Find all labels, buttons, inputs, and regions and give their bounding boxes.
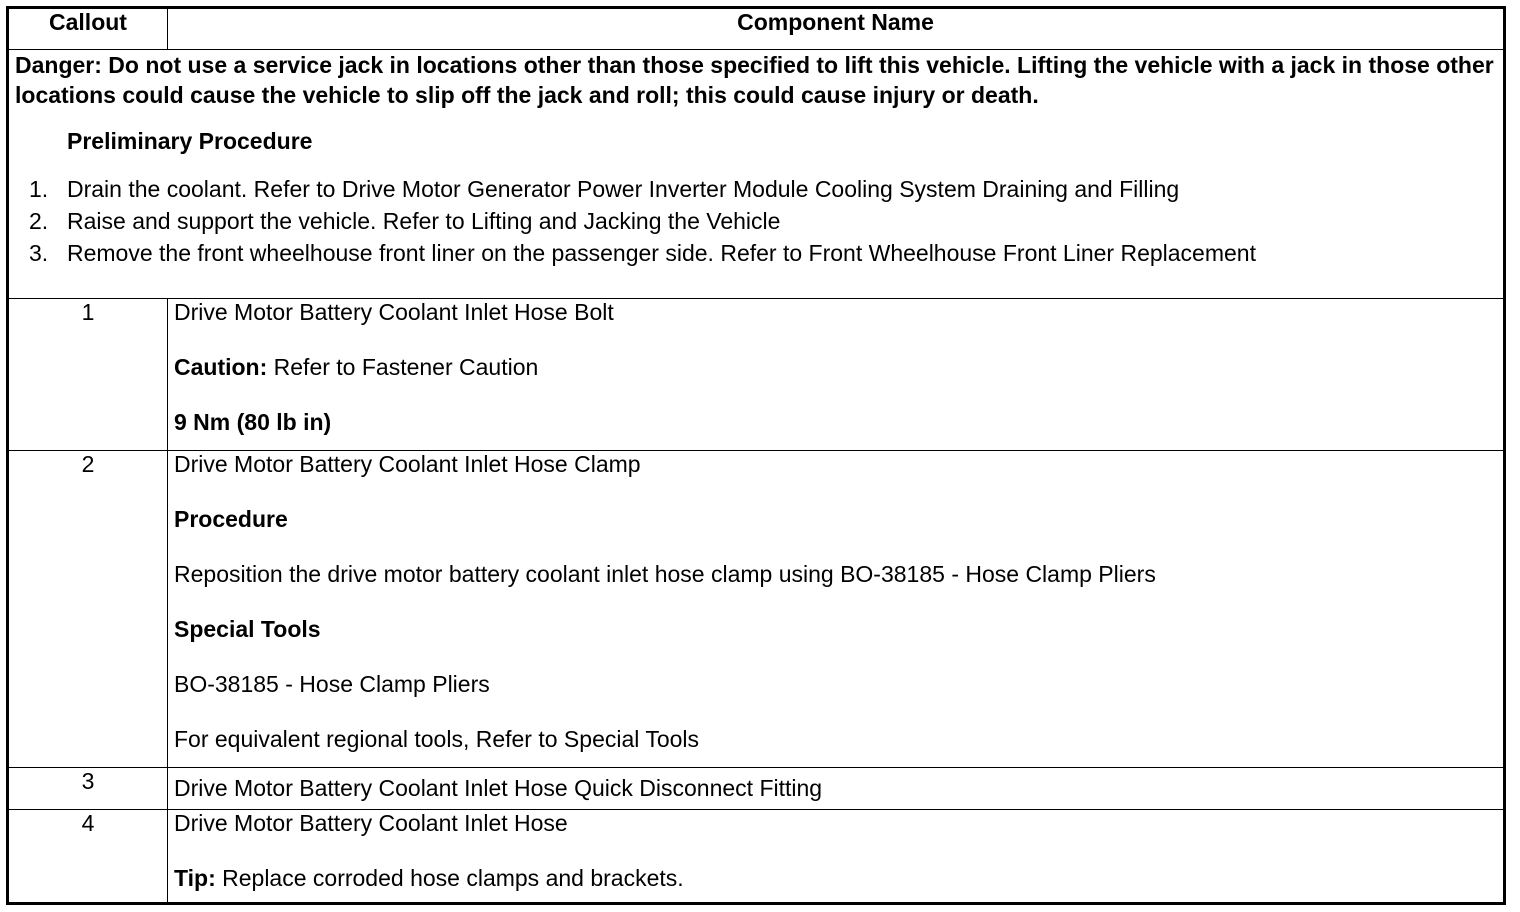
step-text: Drain the coolant. Refer to Drive Motor Generator Power Inverter Module Cooling System Draining and Filling [67, 176, 1180, 202]
procedure-text: Reposition the drive motor battery coolant inlet hose clamp using BO-38185 - Hose Clamp Pliers [174, 561, 1156, 587]
step-text: Remove the front wheelhouse front liner on the passenger side. Refer to Front Wheelhouse Front Liner Replacement [67, 240, 1256, 266]
callout-column-header: Callout [8, 8, 168, 50]
special-tools-title: Special Tools [174, 616, 321, 642]
step-number: 2. [29, 208, 49, 234]
tip-label: Tip: [174, 865, 216, 891]
component-cell [168, 810, 1505, 904]
step-number: 3. [29, 240, 49, 266]
danger-label: Danger: [15, 52, 102, 78]
component-cell [168, 299, 1505, 451]
component-name-column-header: Component Name [168, 8, 1505, 50]
table-row [8, 768, 1505, 810]
component-cell [168, 451, 1505, 768]
procedure-title: Procedure [174, 506, 288, 532]
callout-table [6, 6, 1506, 905]
table-row [8, 451, 1505, 768]
caution-note [174, 354, 1497, 381]
component-name: Drive Motor Battery Coolant Inlet Hose Quick Disconnect Fitting [174, 775, 823, 801]
callout-number: 4 [8, 810, 168, 904]
table-row [8, 810, 1505, 904]
callout-number: 3 [8, 768, 168, 810]
torque-spec: 9 Nm (80 lb in) [174, 409, 332, 435]
component-name: Drive Motor Battery Coolant Inlet Hose Clamp [174, 451, 641, 477]
component-name: Drive Motor Battery Coolant Inlet Hose [174, 810, 568, 836]
caution-text: Refer to Fastener Caution [273, 354, 539, 380]
step-item [15, 237, 1497, 269]
callout-number: 1 [8, 299, 168, 451]
callout-number: 2 [8, 451, 168, 768]
step-text: Raise and support the vehicle. Refer to Lifting and Jacking the Vehicle [67, 208, 781, 234]
step-number: 1. [29, 176, 49, 202]
preliminary-steps [15, 173, 1497, 269]
table-header-row [8, 8, 1505, 50]
component-cell [168, 768, 1505, 810]
danger-notice [15, 50, 1497, 110]
component-name: Drive Motor Battery Coolant Inlet Hose Bolt [174, 299, 614, 325]
step-item [15, 205, 1497, 237]
intro-cell [8, 50, 1505, 299]
preliminary-procedure-title: Preliminary Procedure [67, 128, 313, 154]
table-row [8, 299, 1505, 451]
caution-label: Caution: [174, 354, 268, 380]
danger-text: Do not use a service jack in locations other than those specified to lift this vehicle. Lifting the vehicle with a jack in those other locations could cause the vehicle to slip off the jack and roll; this could cause injury or death. [15, 52, 1494, 108]
tip-note [174, 865, 1497, 892]
tip-text: Replace corroded hose clamps and brackets. [222, 865, 684, 891]
intro-row [8, 50, 1505, 299]
special-tools-text: BO-38185 - Hose Clamp Pliers [174, 671, 490, 697]
step-item [15, 173, 1497, 205]
regional-tools-text: For equivalent regional tools, Refer to Special Tools [174, 726, 700, 752]
